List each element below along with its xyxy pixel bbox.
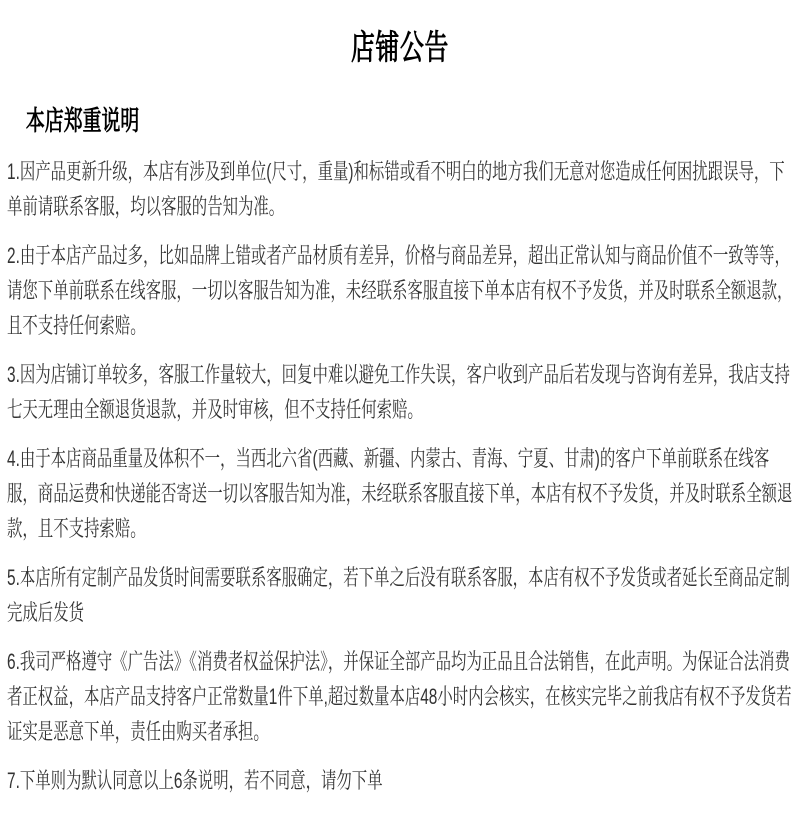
announcement-paragraph-4: 4.由于本店商品重量及体积不一，当西北六省(西藏、新疆、内蒙古、青海、宁夏、甘肃)的客户下单前联系在线客服，商品运费和快递能否寄送一切以客服告知为准，未经联系客服直接下单，本店有权不予发货，并及时联系全额退款，且不支持索赔。 <box>7 446 793 541</box>
announcement-paragraph-5: 5.本店所有定制产品发货时间需要联系客服确定，若下单之后没有联系客服，本店有权不予发货或者延长至商品定制完成后发货 <box>7 565 790 625</box>
announcement-paragraph-3: 3.因为店铺订单较多，客服工作量较大，回复中难以避免工作失误，客户收到产品后若发现与咨询有差异，我店支持七天无理由全额退货退款，并及时审核，但不支持任何索赔。 <box>7 362 790 422</box>
announcement-paragraph-7: 7.下单则为默认同意以上6条说明，若不同意，请勿下单 <box>7 768 383 793</box>
page-title: 店铺公告 <box>351 29 450 67</box>
announcement-paragraph-1: 1.因产品更新升级，本店有涉及到单位(尺寸，重量)和标错或看不明白的地方我们无意对您造成任何困扰跟误导，下单前请联系客服，均以客服的告知为准。 <box>7 159 785 219</box>
announcement-subtitle: 本店郑重说明 <box>25 106 140 136</box>
announcement-paragraph-6: 6.我司严格遵守《广告法》《消费者权益保护法》，并保证全部产品均为正品且合法销售，在此声明。为保证合法消费者正权益，本店产品支持客户正常数量1件下单,超过数量本店48小时内会核实，在核实完毕之前我店有权不予发货若证实是恶意下单，责任由购买者承担。 <box>7 649 792 744</box>
announcement-body <box>0 138 800 798</box>
announcement-page <box>0 20 800 798</box>
announcement-paragraph-2: 2.由于本店产品过多，比如品牌上错或者产品材质有差异，价格与商品差异，超出正常认知与商品价值不一致等等，请您下单前联系在线客服，一切以客服告知为准，未经联系客服直接下单本店有权不予发货，并及时联系全额退款，且不支持任何索赔。 <box>7 243 793 338</box>
